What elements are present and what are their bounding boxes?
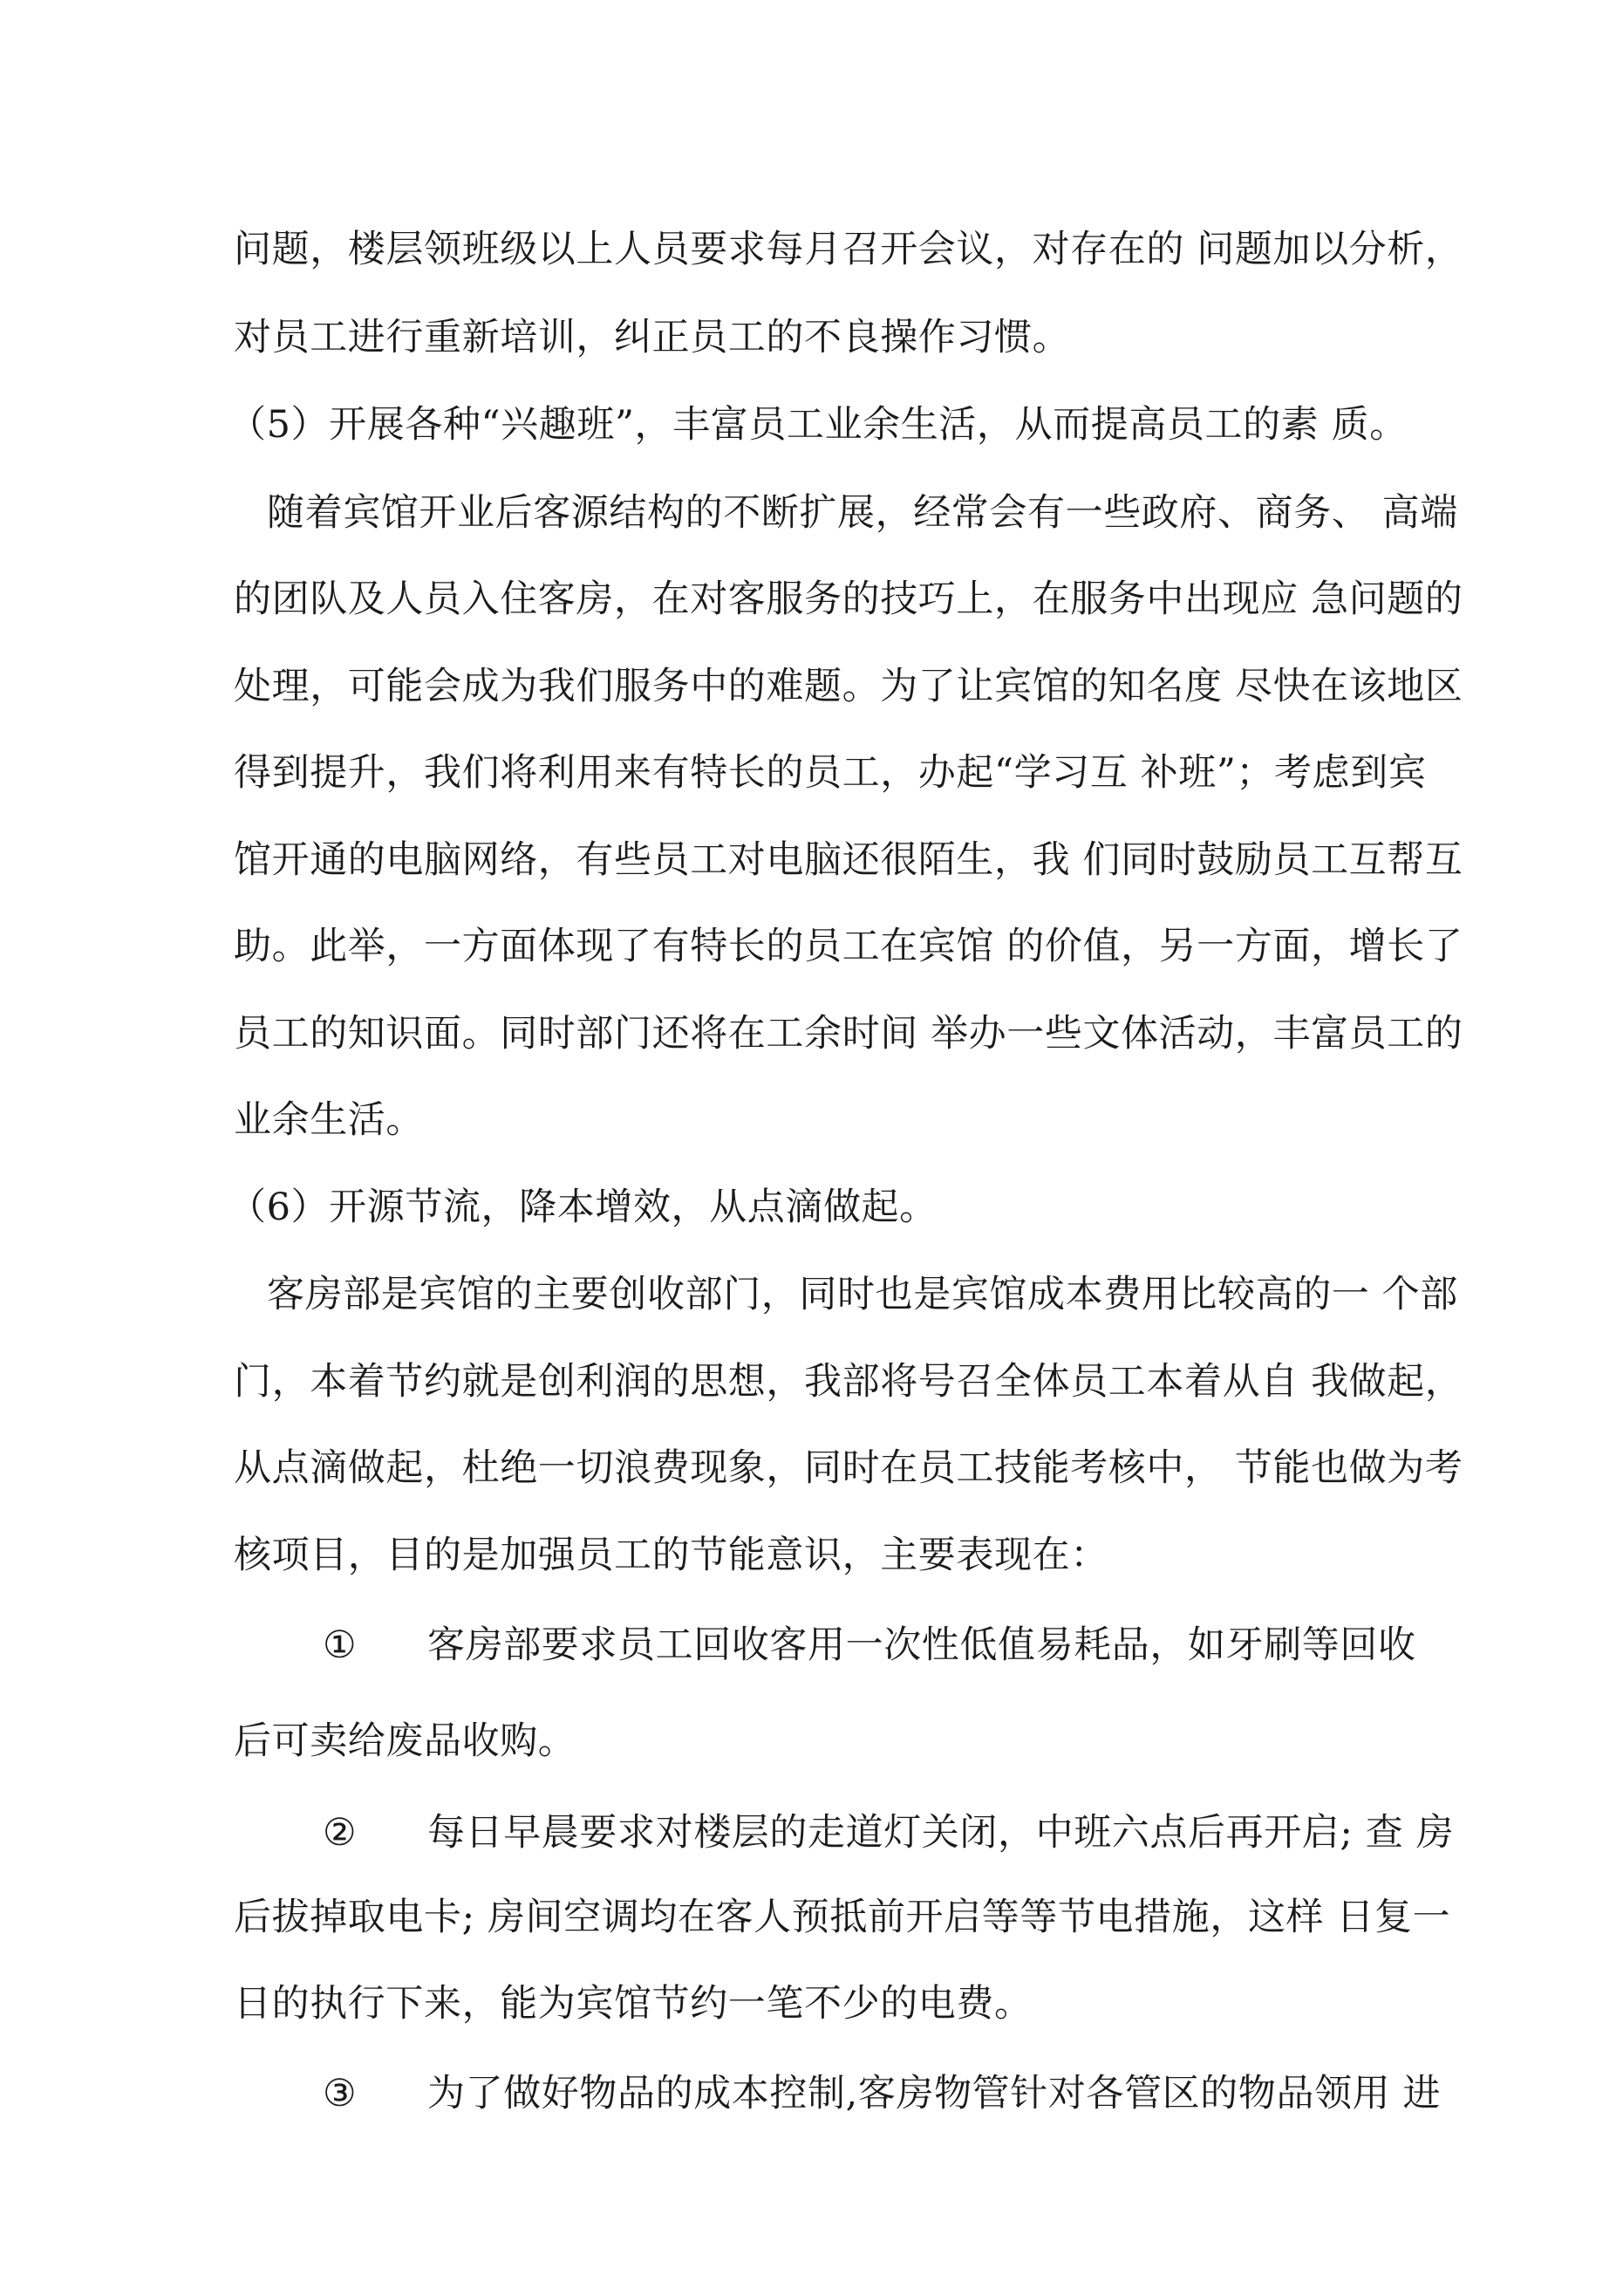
text-line: 客房部是宾馆的主要创收部门，同时也是宾馆成本费用比较高的一 个部 xyxy=(267,1273,1458,1316)
text-line: 对员工进行重新培训，纠正员工的不良操作习惯。 xyxy=(234,316,1071,359)
section-heading-5: （5）开展各种“兴趣班”，丰富员工业余生活，从而提高员工的素 质。 xyxy=(228,403,1408,447)
text-line: 后拔掉取电卡; 房间空调均在客人预抵前开启等等节电措施，这样 日复一 xyxy=(234,1896,1451,1939)
text-line: 问题，楼层领班级以上人员要求每月召开会议，对存在的 问题加以分析， xyxy=(234,228,1463,271)
text-line: 员工的知识面。同时部门还将在工余时间 举办一些文体活动，丰富员工的 xyxy=(234,1012,1463,1056)
list-marker-3: ③ xyxy=(323,2072,357,2115)
text-line: 随着宾馆开业后客源结构的不断扩展，经常会有一些政府、商务、 高端 xyxy=(267,491,1458,535)
text-line: 业余生活。 xyxy=(234,1098,424,1142)
section-heading-6: （6）开源节流，降本增效，从点滴做起。 xyxy=(228,1186,938,1229)
text-line: 的团队及人员入住客房，在对客服务的技巧上，在服务中出现应 急问题的 xyxy=(234,577,1463,621)
text-line: 馆开通的电脑网络，有些员工对电脑还很陌生，我 们同时鼓励员工互帮互 xyxy=(234,838,1463,882)
text-line: 门，本着节约就是创利润的思想，我部将号召全体员工本着从自 我做起， xyxy=(234,1360,1463,1404)
text-line: 助。此举，一方面体现了有特长的员工在宾馆 的价值，另一方面，增长了 xyxy=(234,925,1463,968)
text-line: 为了做好物品的成本控制,客房物管针对各管区的物品领用 进 xyxy=(427,2072,1442,2115)
text-line: 客房部要求员工回收客用一次性低值易耗品，如牙刷等回收 xyxy=(427,1623,1416,1667)
text-line: 得到提升，我们将利用来有特长的员工，办起“学习互 补班”；考虑到宾 xyxy=(234,751,1427,795)
list-marker-2: ② xyxy=(323,1811,357,1855)
list-marker-1: ① xyxy=(323,1623,357,1667)
text-line: 从点滴做起，杜绝一切浪费现象，同时在员工技能考核中， 节能也做为考 xyxy=(234,1446,1463,1490)
text-line: 处理，可能会成为我们服务中的难题。为了让宾馆的知名度 尽快在该地区 xyxy=(234,665,1463,708)
text-line: 核项目，目的是加强员工的节能意识，主要表现在： xyxy=(234,1534,1108,1577)
text-line: 日的执行下来，能为宾馆节约一笔不少的电费。 xyxy=(234,1982,1033,2026)
text-line: 每日早晨要求对楼层的走道灯关闭，中班六点后再开启; 查 房 xyxy=(427,1811,1455,1855)
text-line: 后可卖给废品收购。 xyxy=(234,1719,576,1763)
